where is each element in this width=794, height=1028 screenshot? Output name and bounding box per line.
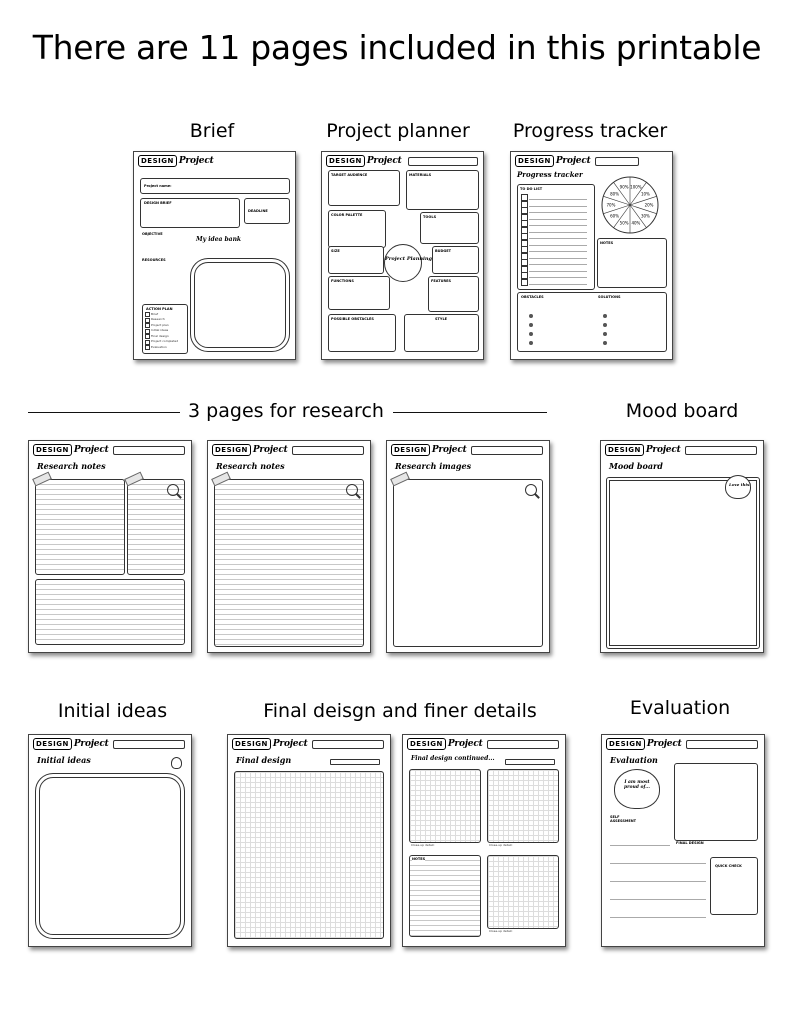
pencil-icon <box>330 759 380 765</box>
list-bullet <box>529 314 533 318</box>
page-headline: There are 11 pages included in this printable <box>32 28 762 67</box>
pencil-icon <box>505 759 555 765</box>
caption-brief: Brief <box>189 120 235 142</box>
lightbulb-icon <box>171 757 182 769</box>
name-field <box>312 740 384 749</box>
quick-check-clipboard: QUICK CHECK <box>710 857 758 915</box>
heart-icon: Love this! <box>725 475 751 499</box>
action-checkbox <box>145 318 150 323</box>
mood-board-title: Mood board <box>609 461 663 471</box>
magnifier-icon <box>525 484 537 496</box>
size-box: SIZE <box>328 246 384 274</box>
todo-line <box>529 245 587 246</box>
sheet-research-notes-2 <box>207 440 371 653</box>
todo-line <box>529 232 587 233</box>
todo-line <box>529 212 587 213</box>
deadline-box: DEADLINE <box>244 198 290 224</box>
todo-line <box>529 258 587 259</box>
todo-line <box>529 238 587 239</box>
planning-circle <box>384 244 422 282</box>
sheet-logo: DESIGN Project <box>33 738 109 750</box>
answer-line <box>610 863 706 864</box>
action-plan-clipboard: ACTION PLAN <box>142 304 188 354</box>
sheet-logo: DESIGN Project <box>212 444 288 456</box>
progress-wheel <box>597 172 663 238</box>
sheet-research-notes-1 <box>28 440 192 653</box>
action-item: Final design <box>151 333 169 338</box>
action-checkbox <box>145 340 150 345</box>
list-bullet <box>603 341 607 345</box>
budget-box: BUDGET <box>432 246 479 274</box>
sheet-logo: DESIGN Project <box>407 738 483 750</box>
action-item: Initial ideas <box>151 328 169 332</box>
sheet-final-design-continued <box>402 734 566 947</box>
action-checkbox <box>145 323 150 328</box>
planning-title: Project Planning <box>385 256 433 262</box>
wheel-percent-label: 90% <box>619 184 629 190</box>
caption-research: 3 pages for research <box>188 400 384 422</box>
notes-panel <box>214 479 364 647</box>
idea-bank-cloud <box>194 262 286 348</box>
todo-line <box>529 284 587 285</box>
notes-box: NOTES <box>597 238 667 288</box>
sheet-research-images <box>386 440 550 653</box>
caption-mood-board: Mood board <box>625 400 739 422</box>
sheet-brief <box>133 151 296 360</box>
list-bullet <box>603 323 607 327</box>
color-palette-box: COLOR PALETTE <box>328 210 386 248</box>
wheel-percent-label: 10% <box>640 191 650 197</box>
action-item: Project plan <box>151 322 169 327</box>
caption-final-design: Final deisgn and finer details <box>263 700 537 722</box>
action-item: Brief <box>151 311 159 316</box>
final-design-title: Final design <box>236 755 292 765</box>
notes-panel-1 <box>35 479 125 575</box>
heart-icon: I am most proud of... <box>614 769 660 809</box>
name-field <box>113 740 185 749</box>
sheet-logo: DESIGN Project <box>605 444 681 456</box>
name-field <box>487 740 559 749</box>
caption-evaluation: Evaluation <box>629 697 731 719</box>
project-name-box: Project name: <box>140 178 290 194</box>
final-design-label: FINAL DESIGN <box>676 841 704 845</box>
idea-bank-title: My idea bank <box>196 236 242 243</box>
name-field <box>113 446 185 455</box>
sheet-logo: DESIGN Project <box>232 738 308 750</box>
research-notes-title: Research notes <box>216 461 285 471</box>
answer-line <box>610 899 706 900</box>
todo-line <box>529 206 587 207</box>
sheet-logo: DESIGN Project <box>515 155 591 167</box>
caption-initial-ideas: Initial ideas <box>57 700 168 722</box>
obstacles-solutions-box: OBSTACLES SOLUTIONS <box>517 292 667 352</box>
answer-line <box>610 917 706 918</box>
ideas-cloud <box>39 777 181 935</box>
sheet-logo: DESIGN Project <box>138 155 214 167</box>
wheel-percent-label: 80% <box>610 191 620 197</box>
notes-panel: NOTES <box>409 855 481 937</box>
list-bullet <box>529 323 533 327</box>
todo-checkbox <box>521 279 528 286</box>
caption-project-planner: Project planner <box>326 120 470 142</box>
features-box: FEATURES <box>428 276 479 312</box>
name-field <box>292 446 364 455</box>
action-checkbox <box>145 329 150 334</box>
todo-line <box>529 264 587 265</box>
list-bullet <box>529 332 533 336</box>
wheel-percent-label: 50% <box>619 220 629 226</box>
drawing-grid <box>234 771 384 939</box>
action-checkbox <box>145 345 150 350</box>
divider-left <box>28 412 180 413</box>
close-up-label: Close-up detail: <box>489 843 513 847</box>
wheel-percent-label: 20% <box>644 202 654 208</box>
divider-right <box>393 412 547 413</box>
detail-panel-2 <box>487 769 559 843</box>
images-panel <box>393 479 543 647</box>
wheel-percent-label: 100% <box>630 184 642 190</box>
materials-box: MATERIALS <box>406 170 479 210</box>
wheel-percent-label: 30% <box>640 213 650 219</box>
todo-line <box>529 225 587 226</box>
research-notes-title: Research notes <box>37 461 106 471</box>
research-images-title: Research images <box>395 461 472 471</box>
name-field <box>471 446 543 455</box>
detail-panel-3 <box>487 855 559 929</box>
sheet-initial-ideas <box>28 734 192 947</box>
sheet-progress-tracker <box>510 151 673 360</box>
notes-panel-3 <box>35 579 185 645</box>
todo-line <box>529 277 587 278</box>
todo-line <box>529 219 587 220</box>
todo-line <box>529 199 587 200</box>
action-item: Project completed <box>151 339 179 343</box>
name-field <box>408 157 478 166</box>
evaluation-title: Evaluation <box>610 755 658 765</box>
final-design-continued-title: Final design continued... <box>411 755 495 762</box>
list-bullet <box>603 332 607 336</box>
self-assessment-label: SELF ASSESSMENT <box>610 815 637 823</box>
close-up-label: Close-up detail: <box>489 929 513 933</box>
sheet-logo: DESIGN Project <box>606 738 682 750</box>
obstacles-box: POSSIBLE OBSTACLES <box>328 314 396 352</box>
detail-panel-1 <box>409 769 481 843</box>
todo-line <box>529 271 587 272</box>
photo-frame <box>674 763 758 841</box>
todo-box: TO DO LIST <box>517 184 595 290</box>
sheet-final-design <box>227 734 391 947</box>
tools-box: TOOLS <box>420 212 479 244</box>
design-brief-box: DESIGN BRIEF <box>140 198 240 228</box>
functions-box: FUNCTIONS <box>328 276 390 310</box>
todo-line <box>529 251 587 252</box>
name-field <box>686 740 758 749</box>
name-field <box>595 157 639 166</box>
answer-line <box>610 881 706 882</box>
list-bullet <box>603 314 607 318</box>
resources-label: RESOURCES <box>142 258 166 262</box>
action-item: Evaluation <box>151 344 167 349</box>
wheel-percent-label: 40% <box>631 220 641 226</box>
progress-title: Progress tracker <box>517 170 583 179</box>
sheet-evaluation <box>601 734 765 947</box>
target-audience-box: TARGET AUDIENCE <box>328 170 400 206</box>
name-field <box>685 446 757 455</box>
sheet-project-planner <box>321 151 484 360</box>
close-up-label: Close-up detail: <box>411 843 435 847</box>
sheet-logo: DESIGN Project <box>326 155 402 167</box>
action-item: Research <box>151 317 165 321</box>
caption-progress-tracker: Progress tracker <box>512 120 668 142</box>
wheel-percent-label: 70% <box>606 202 616 208</box>
wheel-percent-label: 60% <box>610 213 620 219</box>
magnifier-icon <box>167 484 179 496</box>
magnifier-icon <box>346 484 358 496</box>
mood-board-frame <box>606 477 760 649</box>
action-checkbox <box>145 334 150 339</box>
action-checkbox <box>145 312 150 317</box>
sheet-logo: DESIGN Project <box>391 444 467 456</box>
style-box: STYLE <box>404 314 479 352</box>
list-bullet <box>529 341 533 345</box>
answer-line <box>610 845 670 846</box>
objective-label: OBJECTIVE <box>142 232 163 236</box>
sheet-logo: DESIGN Project <box>33 444 109 456</box>
initial-ideas-title: Initial ideas <box>37 755 91 765</box>
sheet-mood-board <box>600 440 764 653</box>
